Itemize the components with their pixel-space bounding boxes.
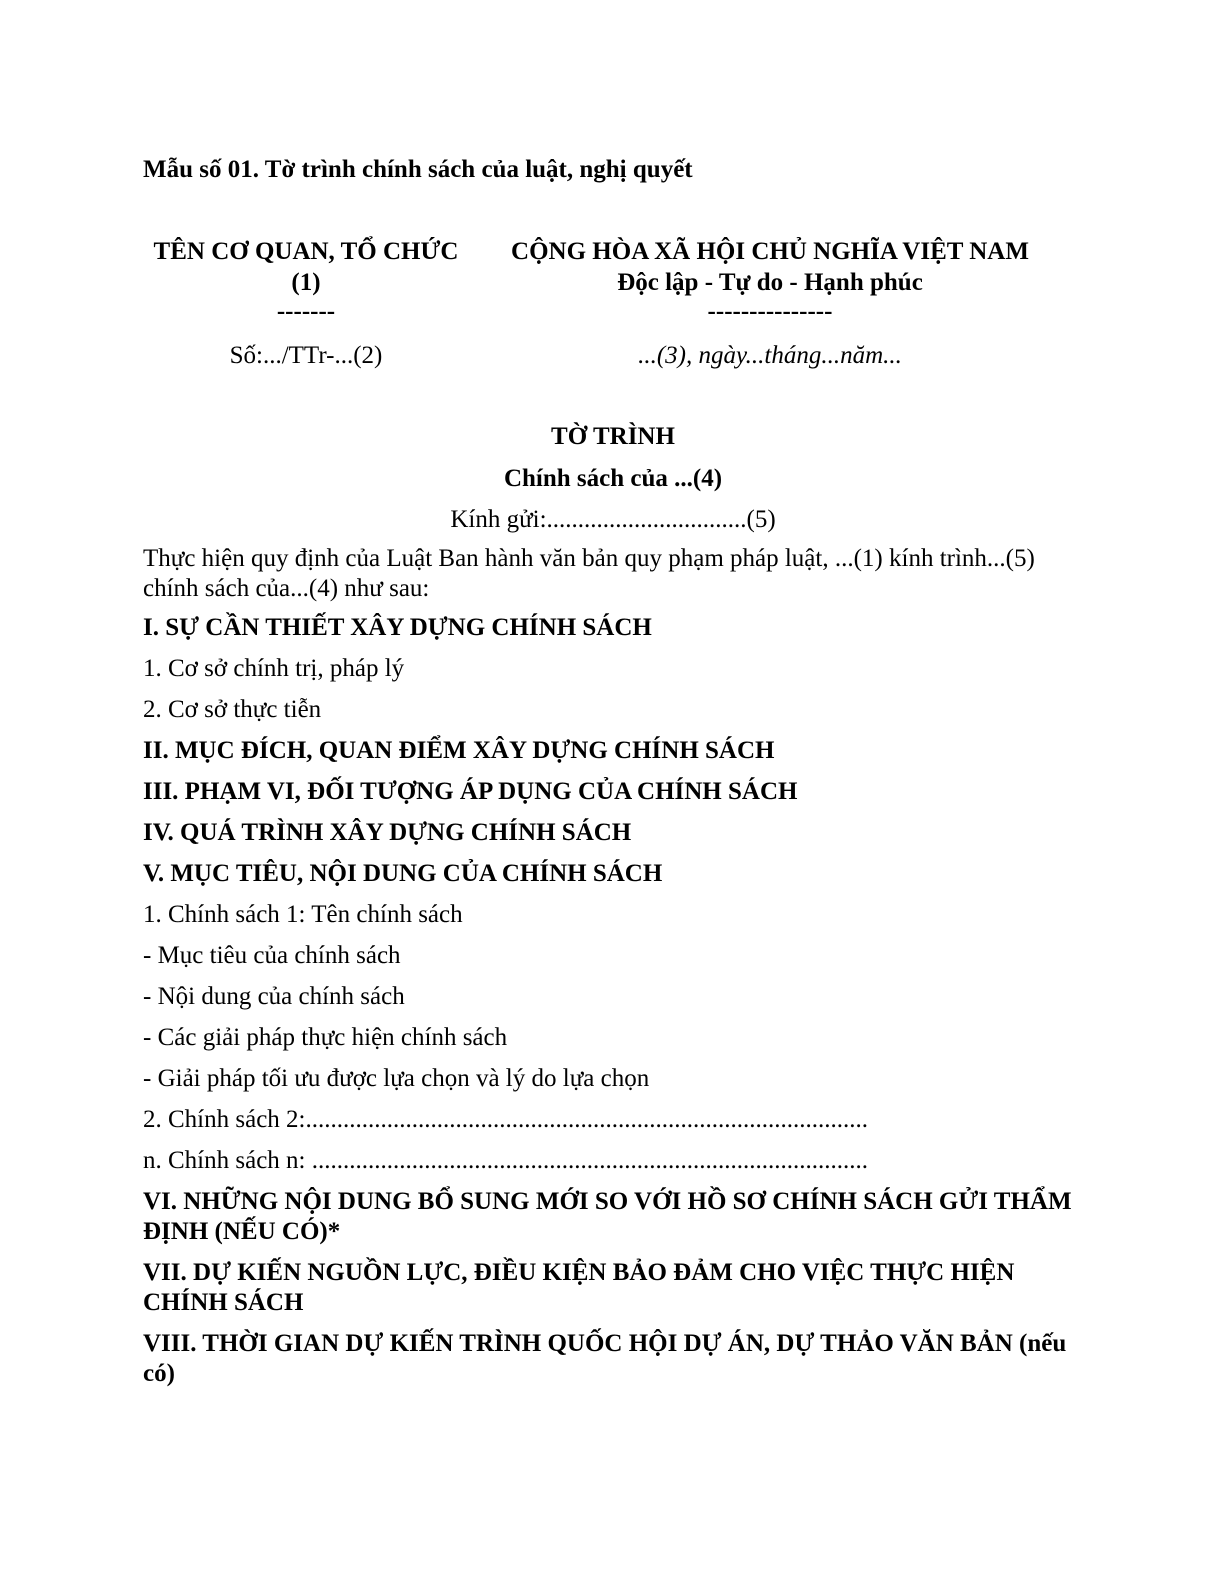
agency-separator: -------	[276, 298, 336, 325]
document-body	[143, 544, 1073, 1400]
issuing-agency-block	[143, 236, 469, 371]
section-heading-8: VIII. THỜI GIAN DỰ KIẾN TRÌNH QUỐC HỘI DỰ ÁN, DỰ THẢO VĂN BẢN (nếu có)	[143, 1330, 1067, 1387]
place-date: ...(3), ngày...tháng...năm...	[638, 342, 902, 369]
agency-note: (1)	[291, 269, 321, 296]
national-motto-block	[497, 236, 1043, 371]
list-item: - Nội dung của chính sách	[143, 983, 405, 1010]
document-page	[143, 0, 1083, 1584]
section-heading-3: III. PHẠM VI, ĐỐI TƯỢNG ÁP DỤNG CỦA CHÍNH SÁCH	[143, 778, 798, 805]
list-item: n. Chính sách n: .........................................................................................	[143, 1147, 868, 1174]
country-name: CỘNG HÒA XÃ HỘI CHỦ NGHĨA VIỆT NAM	[511, 238, 1029, 265]
form-title: Mẫu số 01. Tờ trình chính sách của luật, nghị quyết	[143, 156, 693, 183]
agency-name: TÊN CƠ QUAN, TỔ CHỨC	[153, 238, 459, 265]
section-heading-5: V. MỤC TIÊU, NỘI DUNG CỦA CHÍNH SÁCH	[143, 860, 663, 887]
list-item: - Mục tiêu của chính sách	[143, 942, 401, 969]
document-subtitle: Chính sách của ...(4)	[503, 465, 723, 492]
list-item: - Giải pháp tối ưu được lựa chọn và lý do lựa chọn	[143, 1065, 650, 1092]
list-item: 1. Chính sách 1: Tên chính sách	[143, 901, 463, 928]
intro-paragraph: Thực hiện quy định của Luật Ban hành văn bản quy phạm pháp luật, ...(1) kính trình...(5) chính sách của...(4) như sau:	[143, 545, 1035, 602]
list-item: 1. Cơ sở chính trị, pháp lý	[143, 655, 405, 682]
motto-separator: ---------------	[707, 298, 833, 325]
motto: Độc lập - Tự do - Hạnh phúc	[617, 269, 923, 296]
section-heading-7: VII. DỰ KIẾN NGUỒN LỰC, ĐIỀU KIỆN BẢO ĐẢM CHO VIỆC THỰC HIỆN CHÍNH SÁCH	[143, 1259, 1015, 1316]
document-header	[143, 236, 1083, 376]
document-number: Số:.../TTr-...(2)	[229, 342, 383, 369]
section-heading-1: I. SỰ CẦN THIẾT XÂY DỰNG CHÍNH SÁCH	[143, 614, 652, 641]
section-heading-6: VI. NHỮNG NỘI DUNG BỔ SUNG MỚI SO VỚI HỒ SƠ CHÍNH SÁCH GỬI THẨM ĐỊNH (NẾU CÓ)*	[143, 1188, 1072, 1245]
recipient-line: Kính gửi:................................(5)	[450, 506, 776, 533]
section-heading-4: IV. QUÁ TRÌNH XÂY DỰNG CHÍNH SÁCH	[143, 819, 632, 846]
list-item: 2. Chính sách 2:..........................................................................................	[143, 1106, 868, 1133]
document-title: TỜ TRÌNH	[551, 423, 675, 450]
section-heading-2: II. MỤC ĐÍCH, QUAN ĐIỂM XÂY DỰNG CHÍNH SÁCH	[143, 737, 775, 764]
list-item: 2. Cơ sở thực tiễn	[143, 696, 322, 723]
list-item: - Các giải pháp thực hiện chính sách	[143, 1024, 508, 1051]
